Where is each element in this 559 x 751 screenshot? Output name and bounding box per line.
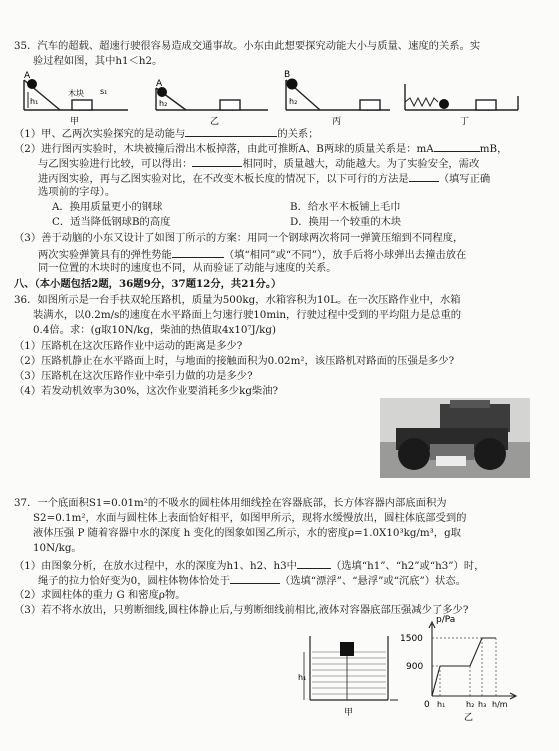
- q35-part3-line3: 同一位置的木块时的速度也不同，从而验证了动能与速度的关系。: [38, 262, 337, 274]
- q36-sub2: （2）压路机静止在水平路面上时，与地面的接触面积为0.02m²，该压路机对路面的压强是多少?: [14, 355, 455, 367]
- q37-sub1-line2: 绳子的拉力恰好变为0，圆柱体物体恰处于 （选填“漂浮”、“悬浮”或“沉底”）状态。: [38, 575, 466, 587]
- q37-line2: S2=0.1m²，水面与圆柱体上表面恰好相平，如图甲所示，现将水缓慢放出，圆柱体底部受到的: [33, 512, 467, 524]
- option-d: D．换用一个较重的木块: [290, 216, 402, 228]
- road-roller-photo: [380, 398, 530, 478]
- graph-origin: 0: [424, 700, 430, 710]
- q35-part3-line2: 两次实验弹簧具有的弹性势能 （填“相同”或“不同”），放手后将小球弹出去撞击放在: [38, 249, 467, 261]
- q35-intro-line1: 35．汽车的超载、超速行驶很容易造成交通事故。小东由此想要探究动能大小与质量、速度的关系。实: [14, 40, 481, 52]
- h2-label-yi: h₂: [159, 99, 168, 108]
- q36-line2: 装满水，以0.2m/s的速度在水平路面上匀速行驶10min，行驶过程中受到的平均阻力是总重的: [33, 309, 462, 321]
- container-figure: [298, 628, 408, 718]
- fig-jia-label: 甲: [70, 117, 80, 126]
- q35-blank3[interactable]: [192, 156, 242, 167]
- q37-line1: 37．一个底面积S1=0.01m²的不吸水的圆柱体用细线拴在容器底部，长方体容器内部底面积为: [14, 497, 447, 509]
- jia-figure-label: 甲: [344, 708, 354, 718]
- q37-sub3: （3）若不将水放出，只剪断细线,圆柱体静止后,与剪断细线前相比,液体对容器底部压强减少了多少?: [14, 604, 469, 616]
- graph-tick-h2: h₂: [466, 700, 475, 709]
- fig-ding-label: 丁: [460, 117, 470, 126]
- ball-a-label-yi: A: [156, 79, 163, 89]
- fig-bing-label: 丙: [332, 117, 342, 126]
- h1-label: h₁: [30, 97, 39, 106]
- q35-blank1[interactable]: [185, 126, 277, 137]
- q35-part2-line4: 选项前的字母）。: [38, 186, 116, 198]
- yi-figure-label: 乙: [464, 713, 474, 723]
- fig-yi-label: 乙: [210, 117, 220, 126]
- option-a: A．换用质量更小的钢球: [52, 201, 163, 213]
- q35-part2-line2: 与乙图实验进行比较，可以得出： 相同时，质量越大，动能越大。为了实验安全，需改: [38, 158, 480, 170]
- graph-tick-h1: h₁: [437, 700, 446, 709]
- q35-experiment-figure: [20, 70, 540, 126]
- q36-sub4: （4）若发动机效率为30%，这次作业要消耗多少kg柴油?: [14, 385, 279, 397]
- q35-part1: （1）甲、乙两次实验探究的是动能与 的关系；: [14, 128, 319, 140]
- q35-intro-line2: 验过程如图，其中h1＜h2。: [33, 55, 163, 67]
- q35-blank5[interactable]: [172, 247, 224, 258]
- graph-tick-900: 900: [406, 662, 424, 672]
- q35-blank2[interactable]: [434, 141, 480, 152]
- s1-label: s₁: [100, 87, 108, 96]
- q37-line4: 10N/kg。: [33, 542, 82, 554]
- jia-h1-label: h₁: [298, 673, 307, 682]
- q36-sub3: （3）压路机在这次压路作业中牵引力做的功是多少?: [14, 370, 253, 382]
- q37-blank1[interactable]: [297, 558, 331, 569]
- pressure-depth-graph: [398, 612, 528, 724]
- q37-sub1-line1: （1）由图象分析，在放水过程中，水的深度为h1、h2、h3中 （选填“h1”、“h2”或“h3”）时，: [14, 560, 485, 572]
- section-header: 八、（本小题包括2题，36题9分，37题12分，共21分。）: [14, 278, 282, 290]
- option-b: B．给水平木板铺上毛巾: [290, 201, 401, 213]
- graph-y-label: p/Pa: [436, 615, 456, 625]
- graph-tick-h3: h₃: [478, 700, 487, 709]
- q35-part3-line1: （3）善于动脑的小东又设计了如图丁所示的方案：用同一个钢球两次将同一弹簧压缩到不同程度，: [14, 232, 464, 244]
- q35-part2-line3: 进丙图实验，再与乙图实验对比，在不改变木板长度的情况下，以下可行的方法是 （填写正确: [38, 173, 491, 185]
- q35-part2-line1: （2）进行图丙实验时，木块被撞后滑出木板掉落，由此可推断A、B两球的质量关系是：mA mB，: [14, 143, 508, 155]
- q36-line1: 36．如图所示是一台手扶双轮压路机，质量为500kg，水箱容积为10L。在一次压路作业中，水箱: [14, 294, 461, 306]
- ball-b-label: B: [284, 70, 291, 80]
- option-c: C．适当降低钢球B的高度: [52, 216, 171, 228]
- q37-sub2: （2）求圆柱体的重力 G 和密度ρ物。: [14, 589, 186, 601]
- q37-blank2[interactable]: [230, 573, 280, 584]
- q36-line3: 0.4倍。求：(g取10N/kg，柴油的热值取4x10⁷J/kg): [33, 324, 276, 336]
- ball-a-label: A: [24, 71, 31, 81]
- graph-tick-1500: 1500: [400, 634, 423, 644]
- block-label: 木块: [68, 89, 84, 98]
- q36-sub1: （1）压路机在这次压路作业中运动的距离是多少?: [14, 340, 243, 352]
- graph-x-label: h/m: [492, 700, 508, 709]
- q35-blank4[interactable]: [409, 171, 439, 182]
- q37-line3: 液体压强 P 随着容器中水的深度 h 变化的图象如图乙所示，水的密度ρ=1.0X10³kg/m³，g取: [33, 527, 461, 539]
- h2-label-bing: h₂: [289, 97, 298, 106]
